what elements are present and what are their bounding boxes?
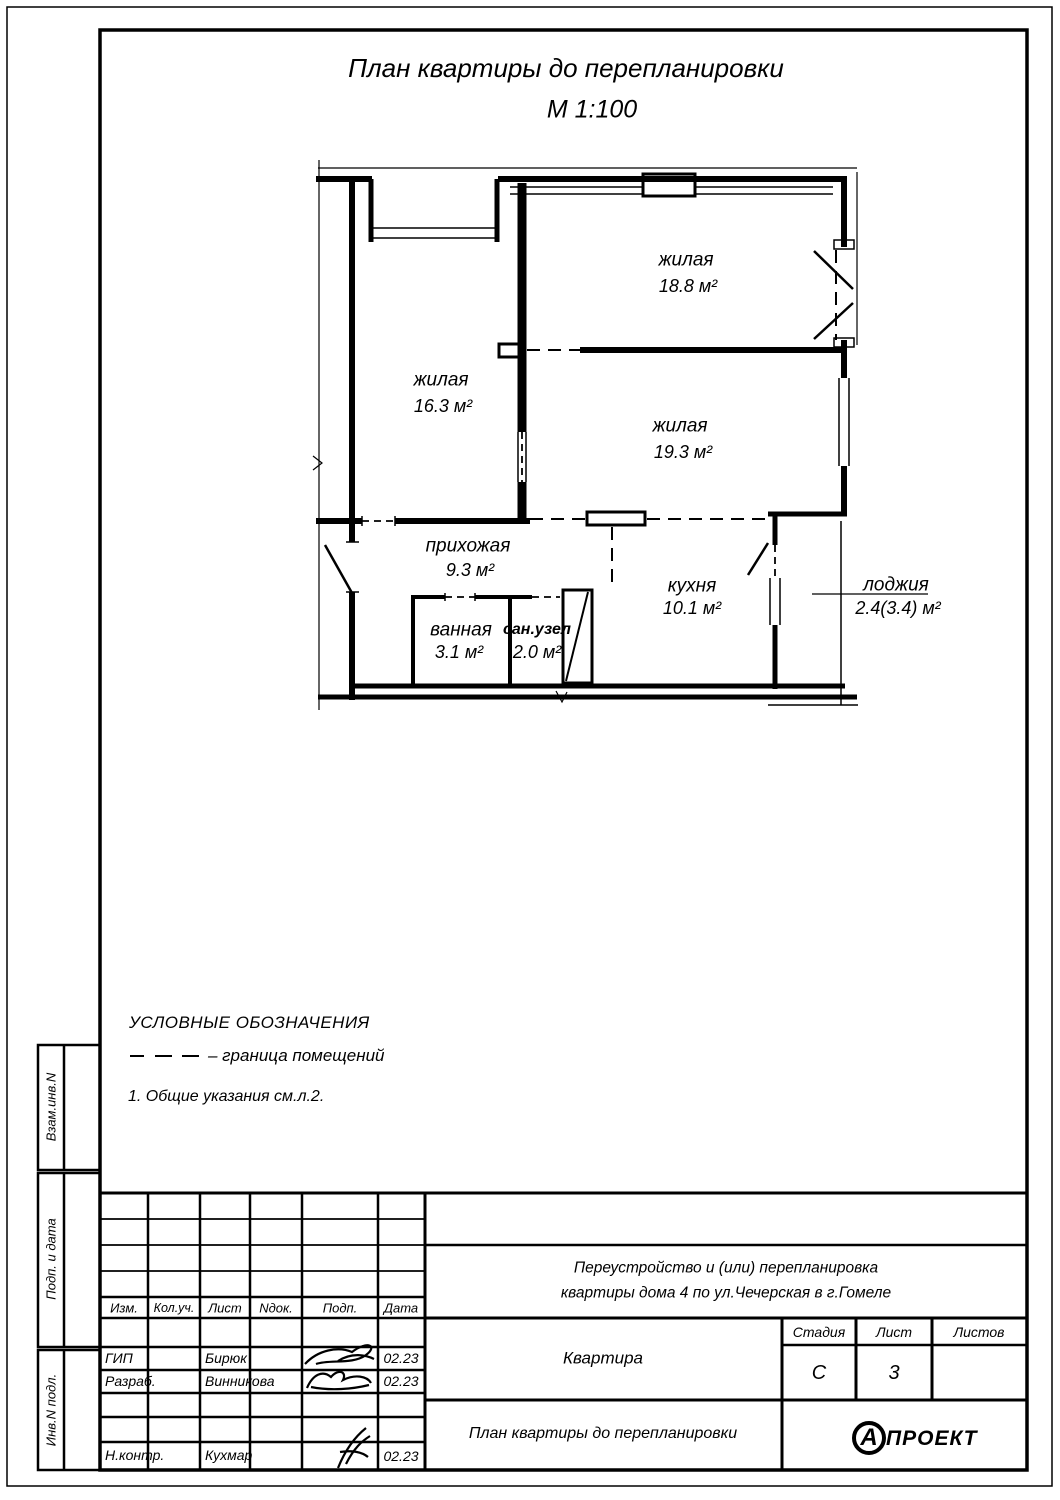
project-name-line2: квартиры дома 4 по ул.Чечерская в г.Гомеле xyxy=(560,1284,892,1302)
signature-razrab xyxy=(307,1372,371,1389)
room-19-label: жилая xyxy=(652,415,708,437)
col-header-koluch: Кол.уч. xyxy=(153,1300,195,1315)
row-nkontr-name: Кухмар xyxy=(205,1447,253,1463)
room-19-area: 19.3 м² xyxy=(653,442,713,462)
room-18-label: жилая xyxy=(658,249,714,271)
doc-title: План квартиры до перепланировки xyxy=(468,1425,738,1442)
page-title: План квартиры до перепланировки xyxy=(348,53,784,83)
room-16-label: жилая xyxy=(413,369,469,391)
row-nkontr-date: 02.23 xyxy=(383,1448,419,1464)
kitchen-label: кухня xyxy=(667,575,717,597)
signatures xyxy=(305,1345,374,1468)
stage-header: Стадия xyxy=(792,1324,846,1340)
bathroom-area: 3.1 м² xyxy=(434,642,484,662)
row-gip-role: ГИП xyxy=(105,1350,133,1366)
sheet-number: 3 xyxy=(888,1362,900,1384)
logo-text: ПРОЕКТ xyxy=(886,1427,978,1450)
object-name: Квартира xyxy=(563,1348,643,1368)
bathroom-label: ванная xyxy=(430,619,492,641)
legend-boundary-label: – граница помещений xyxy=(208,1046,385,1065)
page-scale: М 1:100 xyxy=(546,95,638,124)
col-header-podp: Подп. xyxy=(322,1300,358,1316)
wc-area: 2.0 м² xyxy=(512,642,562,662)
side-label-inv: Инв.N подл. xyxy=(43,1373,59,1447)
loggia-label: лоджия xyxy=(863,574,929,596)
row-razrab-role: Разраб. xyxy=(105,1373,156,1389)
stage-value: С xyxy=(811,1362,827,1384)
row-gip-date: 02.23 xyxy=(383,1350,419,1366)
col-header-list: Лист xyxy=(208,1300,242,1316)
side-label-vzam: Взам.инв.N xyxy=(43,1072,59,1142)
sheet-header: Лист xyxy=(875,1324,913,1340)
row-gip-name: Бирюк xyxy=(205,1350,247,1366)
legend-heading: УСЛОВНЫЕ ОБОЗНАЧЕНИЯ xyxy=(129,1013,370,1032)
kitchen-area: 10.1 м² xyxy=(662,598,722,618)
col-header-izm: Изм. xyxy=(110,1300,138,1316)
room-18-area: 18.8 м² xyxy=(658,276,718,296)
row-razrab-date: 02.23 xyxy=(383,1373,419,1389)
row-razrab-name: Винникова xyxy=(205,1373,275,1389)
legend-note: 1. Общие указания см.л.2. xyxy=(128,1088,325,1105)
sheet-border xyxy=(7,7,1052,1486)
col-header-ndok: Nдок. xyxy=(259,1300,293,1316)
side-label-podp-data: Подп. и дата xyxy=(43,1218,59,1300)
signature-nkontr xyxy=(338,1428,370,1468)
col-header-data: Дата xyxy=(383,1300,419,1316)
floor-plan xyxy=(313,160,928,710)
project-name-line1: Переустройство и (или) перепланировка xyxy=(573,1259,879,1277)
logo-letter: А xyxy=(860,1424,878,1451)
sheets-header: Листов xyxy=(953,1324,1005,1340)
room-16-area: 16.3 м² xyxy=(413,396,473,416)
row-nkontr-role: Н.контр. xyxy=(105,1447,165,1463)
hallway-label: прихожая xyxy=(425,535,511,557)
wc-label: сан.узел xyxy=(503,621,571,638)
loggia-area: 2.4(3.4) м² xyxy=(855,598,941,618)
hallway-area: 9.3 м² xyxy=(445,560,495,580)
